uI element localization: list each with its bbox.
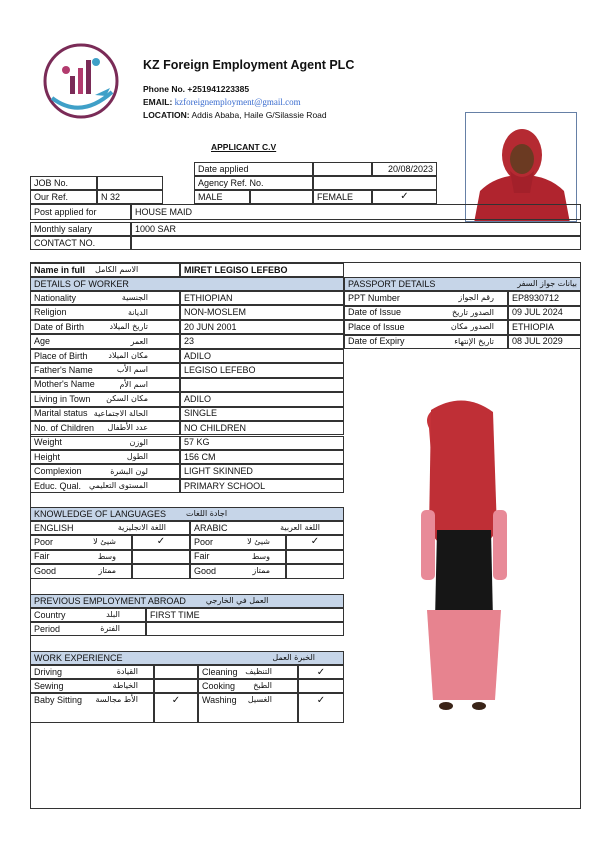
passport-label-en: Date of Expiry [348,336,405,347]
arabic-label [190,521,344,535]
detail-label-ar: مكان السكن [106,394,148,404]
passport-label [344,335,508,350]
female-check: ✓ [372,190,437,204]
work-left-label [30,665,154,679]
work-left-en: Sewing [34,681,64,691]
phone-value: +251941223385 [187,84,250,94]
passport-value: 08 JUL 2029 [508,335,581,350]
detail-label-ar: تاريخ الميلاد [109,322,148,332]
arabic-level-check [286,564,344,579]
work-right-label [198,679,298,693]
arabic-label-ar: اللغة العربية [280,523,320,532]
arabic-level-ar: ممتاز [252,566,270,576]
detail-label-ar: الديانة [127,307,148,317]
arabic-level-check: ✓ [286,535,344,550]
detail-label [30,320,180,334]
detail-label-ar: المستوى التعليمي [88,481,148,491]
date-applied-value: 20/08/2023 [372,162,437,176]
country-value: FIRST TIME [146,608,344,622]
passport-label-ar: الصدور مكان [450,322,494,332]
cv-title: APPLICANT C.V [211,142,277,152]
email-line [143,97,301,107]
detail-label-en: Father's Name [34,364,93,375]
detail-label [30,450,180,464]
detail-label-ar: الجنسية [121,293,148,303]
passport-label [344,320,508,335]
arabic-level-en: Good [194,565,217,576]
company-logo [40,40,122,122]
detail-label [30,305,180,319]
work-left-en: Baby Sitting [34,695,83,705]
location-value: Addis Ababa, Haile G/Silassie Road [191,110,327,120]
work-right-en: Cooking [202,681,236,691]
job-no-value [97,176,163,190]
period-label [30,622,146,636]
detail-label [30,421,180,435]
passport-value: 09 JUL 2024 [508,306,581,321]
detail-label [30,479,180,493]
english-label-en: ENGLISH [34,522,74,533]
work-left-check: ✓ [154,693,198,723]
prev-header-en: PREVIOUS EMPLOYMENT ABROAD [34,595,186,606]
arabic-level-check [286,550,344,565]
passport-label-ar: الصدور تاريخ [452,307,494,317]
detail-label-en: Height [34,451,61,462]
detail-label-en: Age [34,336,51,347]
passport-header [344,277,581,291]
work-right-ar: التنظيف [245,667,272,676]
detail-value: LIGHT SKINNED [180,464,344,478]
passport-label-en: Date of Issue [348,307,402,318]
detail-value: 20 JUN 2001 [180,320,344,334]
detail-label [30,349,180,363]
passport-value: EP8930712 [508,291,581,306]
english-level-check: ✓ [132,535,190,550]
post-label: Post applied for [30,204,131,220]
passport-label-ar: تاريخ الإنتهاء [454,336,494,346]
work-left-check [154,665,198,679]
english-level-ar: ممتاز [98,566,116,576]
detail-value: ADILO [180,392,344,406]
detail-label-en: Marital status [34,408,88,419]
detail-value: 57 KG [180,436,344,450]
work-right-ar: الغسيل [247,695,272,704]
email-link[interactable]: kzforeignemployment@gmail.com [174,97,301,107]
english-label-ar: اللغة الانجليزية [117,523,166,532]
work-left-ar: الأط مجالسة [95,695,138,704]
location-line [143,110,327,120]
detail-value: LEGISO LEFEBO [180,363,344,377]
work-right-label [198,665,298,679]
arabic-level-en: Poor [194,536,214,547]
our-ref-label: Our Ref. [30,190,97,204]
detail-label-en: Date of Birth [34,321,85,332]
detail-value [180,378,344,392]
company-name: KZ Foreign Employment Agent PLC [143,58,355,72]
date-applied-label: Date applied [194,162,313,176]
work-left-label [30,693,154,723]
phone-line [143,84,249,94]
detail-value: ETHIOPIAN [180,291,344,305]
prev-header-ar: العمل في الخارجي [205,596,269,605]
agency-ref-label: Agency Ref. No. [194,176,313,190]
phone-label: Phone No. [143,84,186,94]
period-value [146,622,344,636]
country-label-en: Country [34,609,66,620]
detail-label-ar: مكان الميلاد [108,351,148,361]
job-no-label: JOB No. [30,176,97,190]
location-label: LOCATION: [143,110,190,120]
passport-label [344,291,508,306]
details-header: DETAILS OF WORKER [30,277,344,291]
work-right-en: Washing [202,695,237,705]
detail-label-en: Weight [34,437,62,448]
arabic-level-ar: شيئ لا [247,537,270,547]
detail-label [30,436,180,450]
detail-label-ar: لون البشرة [110,466,148,476]
work-left-ar: الخياطة [112,681,138,690]
detail-label-en: Educ. Qual. [34,480,82,491]
languages-header-ar: اجادة اللغات [186,509,228,518]
detail-value: PRIMARY SCHOOL [180,479,344,493]
detail-value: 156 CM [180,450,344,464]
work-header [30,651,344,665]
english-level-check [132,564,190,579]
passport-label [344,306,508,321]
work-right-check: ✓ [298,665,344,679]
languages-header-en: KNOWLEDGE OF LANGUAGES [34,508,167,519]
detail-label [30,291,180,305]
work-left-en: Driving [34,667,63,677]
detail-label-en: Complexion [34,466,82,477]
work-left-ar: القيادة [116,667,138,676]
work-left-label [30,679,154,693]
arabic-level-ar: وسط [251,551,270,561]
country-label-ar: البلد [106,610,120,619]
detail-value: NON-MOSLEM [180,305,344,319]
male-box [250,190,313,204]
detail-label-ar: العمر [130,336,148,346]
languages-header [30,507,344,521]
english-label [30,521,190,535]
post-value: HOUSE MAID [131,204,581,220]
detail-label-en: Place of Birth [34,350,88,361]
english-level-check [132,550,190,565]
detail-label-ar: اسم الأم [119,379,148,389]
work-left-check [154,679,198,693]
detail-label-ar: الحالة الاجتماعية [93,408,148,418]
passport-label-en: PPT Number [348,292,400,303]
detail-label-ar: الوزن [129,437,148,447]
work-right-check [298,679,344,693]
date-applied-blank [313,162,372,176]
arabic-level-en: Fair [194,551,210,562]
work-header-ar: الخبرة العمل [272,653,315,662]
detail-label-en: Mother's Name [34,379,95,390]
full-body-photo [345,350,580,730]
email-label: EMAIL: [143,97,173,107]
salary-value: 1000 SAR [131,222,581,236]
name-label-en: Name in full [34,264,86,275]
passport-label-en: Place of Issue [348,321,405,332]
detail-label [30,363,180,377]
english-level-en: Fair [34,551,50,562]
english-level-ar: وسط [97,551,116,561]
passport-header-ar: بيانات جواز السفر [517,279,577,288]
work-right-ar: الطبخ [253,681,272,690]
work-right-label [198,693,298,723]
detail-label [30,392,180,406]
detail-label-en: Religion [34,307,67,318]
name-label [30,263,180,277]
english-level-label [30,550,132,565]
work-right-check: ✓ [298,693,344,723]
detail-label [30,464,180,478]
detail-label-en: Nationality [34,292,77,303]
male-label: MALE [194,190,250,204]
salary-label: Monthly salary [30,222,131,236]
english-level-en: Good [34,565,57,576]
detail-label-ar: اسم الأب [116,365,148,375]
detail-label-ar: عدد الأطفال [107,423,148,433]
detail-label [30,378,180,392]
name-label-ar: الاسم الكامل [95,265,139,274]
detail-label-ar: الطول [126,452,148,462]
contact-value [131,236,581,250]
contact-label: CONTACT NO. [30,236,131,250]
detail-label [30,407,180,421]
detail-value: ADILO [180,349,344,363]
our-ref-value: N 32 [97,190,163,204]
detail-label [30,334,180,348]
english-level-label [30,564,132,579]
work-header-en: WORK EXPERIENCE [34,652,123,663]
passport-header-en: PASSPORT DETAILS [348,278,436,289]
english-level-en: Poor [34,536,54,547]
work-right-en: Cleaning [202,667,238,677]
detail-label-en: Living in Town [34,393,91,404]
detail-value: SINGLE [180,407,344,421]
agency-ref-blank [313,176,437,190]
arabic-label-en: ARABIC [194,522,228,533]
english-level-ar: شيئ لا [93,537,116,547]
detail-value: NO CHILDREN [180,421,344,435]
period-label-ar: الفترة [100,624,120,633]
arabic-level-label [190,550,286,565]
name-value: MIRET LEGISO LEFEBO [180,263,344,277]
country-label [30,608,146,622]
period-label-en: Period [34,623,61,634]
arabic-level-label [190,564,286,579]
english-level-label [30,535,132,550]
prev-header [30,594,344,608]
detail-value: 23 [180,334,344,348]
passport-label-ar: رقم الجواز [458,293,494,303]
detail-label-en: No. of Children [34,422,95,433]
passport-value: ETHIOPIA [508,320,581,335]
female-label: FEMALE [313,190,372,204]
arabic-level-label [190,535,286,550]
